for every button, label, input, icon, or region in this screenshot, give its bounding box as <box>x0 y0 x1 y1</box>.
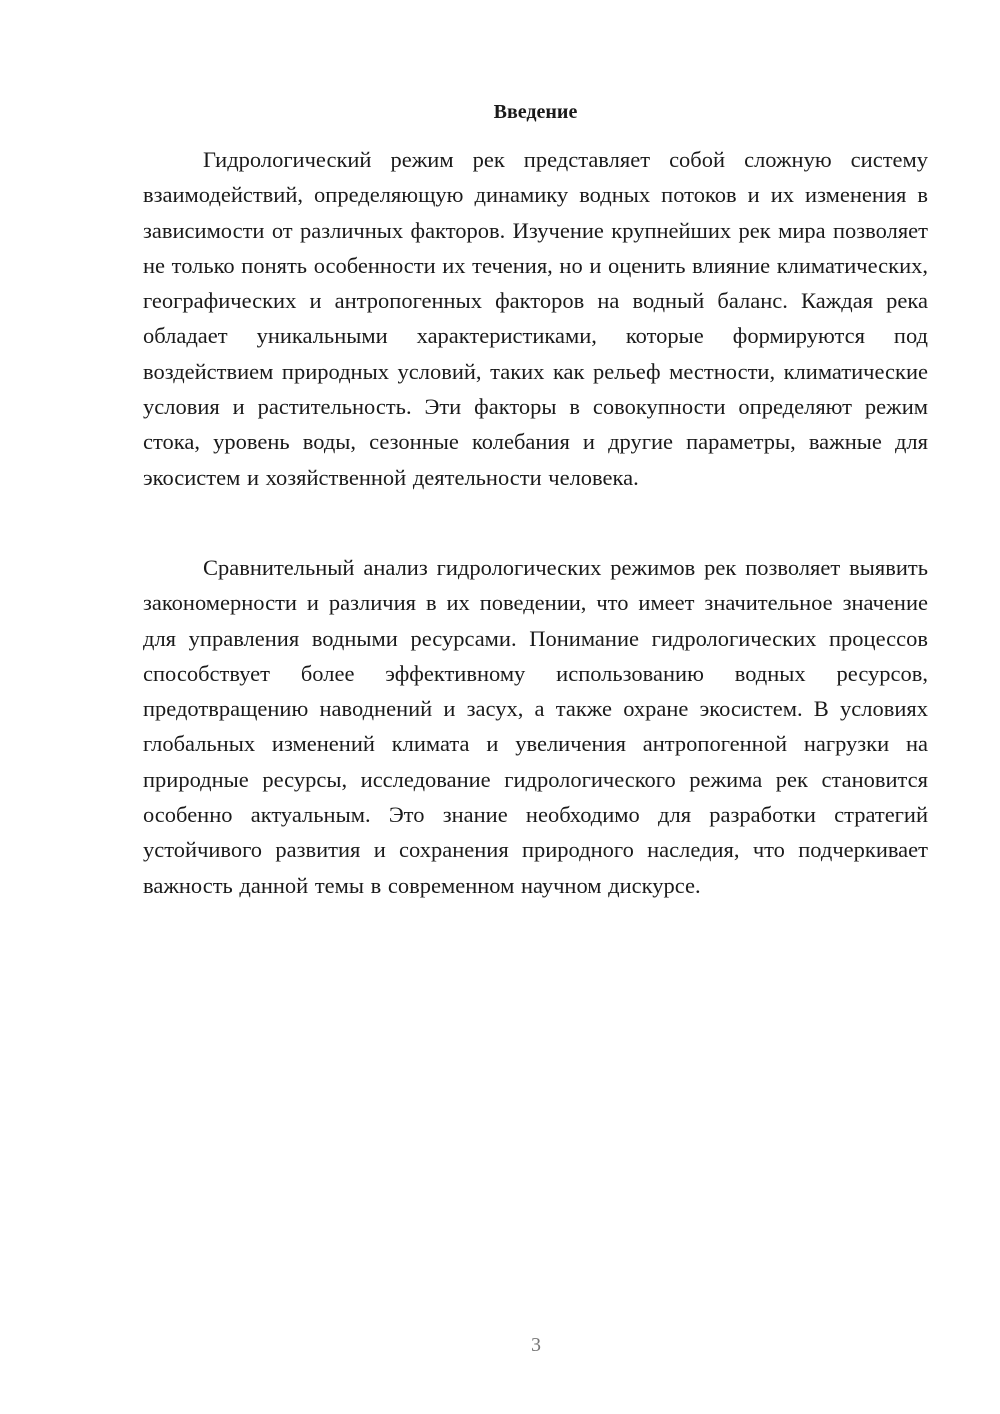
paragraph-1-container <box>143 142 928 495</box>
paragraph-2: Сравнительный анализ гидрологических режимов рек позволяет выявить закономерности и различия в их поведении, что имеет значительное значение для управления водными ресурсами. Понимание гидрологических процессов способствует более эффективному использованию водных ресурсов, предотвращению наводнений и засух, а также охране экосистем. В условиях глобальных изменений климата и увеличения антропогенной нагрузки на природные ресурсы, исследование гидрологического режима рек становится особенно актуальным. Это знание необходимо для разработки стратегий устойчивого развития и сохранения природного наследия, что подчеркивает важность данной темы в современном научном дискурсе. <box>143 555 928 898</box>
page-number: 3 <box>531 1334 541 1356</box>
section-heading: Введение <box>493 101 578 123</box>
paragraph-2-container <box>143 550 928 903</box>
paragraph-1: Гидрологический режим рек представляет собой сложную систему взаимодействий, определяющую динамику водных потоков и их изменения в зависимости от различных факторов. Изучение крупнейших рек мира позволяет не только понять особенности их течения, но и оценить влияние климатических, географических и антропогенных факторов на водный баланс. Каждая река обладает уникальными характеристиками, которые формируются под воздействием природных условий, таких как рельеф местности, климатические условия и растительность. Эти факторы в совокупности определяют режим стока, уровень воды, сезонные колебания и другие параметры, важные для экосистем и хозяйственной деятельности человека. <box>143 147 928 490</box>
